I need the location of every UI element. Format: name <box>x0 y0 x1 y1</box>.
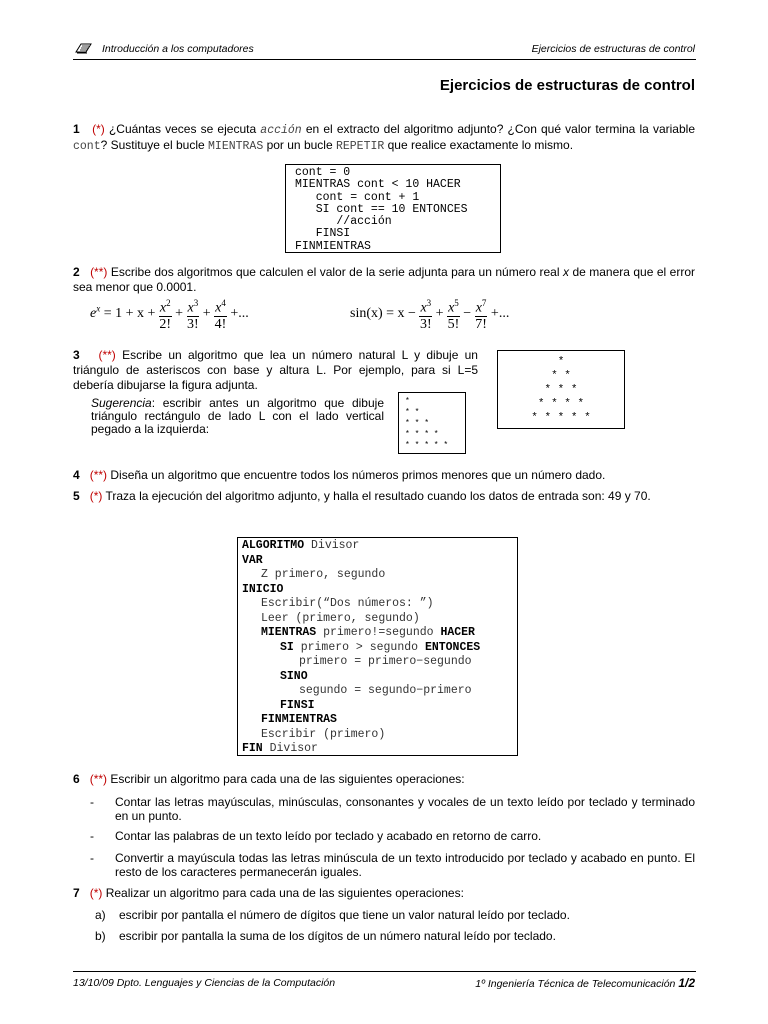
code-line: MIENTRAS primero!=segundo HACER <box>261 626 475 639</box>
star-row: * * * * <box>405 430 439 439</box>
code-line: Leer (primero, segundo) <box>261 611 420 625</box>
code-line: SI primero > segundo ENTONCES <box>280 640 481 654</box>
formula-exp: $e^x = 1 + x$ + $\frac{x^2}{2!}$ + $\frac{x^3}{3!}$ + $\frac{x^4}{4!}$ +... <box>90 298 249 332</box>
star-row: * * * * * <box>405 441 449 450</box>
iso-triangle-box <box>497 350 625 429</box>
header-right: Ejercicios de estructuras de control <box>531 43 695 55</box>
ex6-item: - Contar las letras mayúsculas, minúsculas, consonantes y vocales de un texto leído por teclado y terminado en un punto. <box>90 795 695 823</box>
code-line: ALGORITMO Divisor <box>242 539 360 552</box>
exercise-5: 5 (*) Traza la ejecución del algoritmo adjunto, y halla el resultado cuando los datos de entrada son: 49 y 70. <box>73 489 651 503</box>
formula-sin: sin(x) = x − $\frac{x^3}{3!}$ + $\frac{x^5}{5!}$ − $\frac{x^7}{7!}$ +... <box>350 298 510 332</box>
exercise-1: 1 (*) ¿Cuántas veces se ejecuta acción en el extracto del algoritmo adjunto? ¿Con qué valor termina la variable cont? Sustituye el bucle MIENTRAS por un bucle REPETIR que realice exactamente lo mismo. <box>73 122 695 153</box>
exercise-3: 3 (**) Escribe un algoritmo que lea un número natural L y dibuje un triángulo de asteriscos con base y altura L. Por ejemplo, para si L=5 debería dibujarse la figura adjunta. <box>73 348 478 392</box>
ex7-item: a) escribir por pantalla el número de dígitos que tiene un valor natural leído por teclado. <box>95 908 570 922</box>
header-rule <box>73 59 696 60</box>
code-box-1 <box>285 164 501 253</box>
code-line: MIENTRAS cont < 10 HACER <box>295 178 461 192</box>
code-line: FINMIENTRAS <box>295 239 371 253</box>
ex6-item: - Contar las palabras de un texto leído por teclado y acabado en retorno de carro. <box>90 829 542 843</box>
code-box-5 <box>237 537 518 756</box>
star-row: * * * <box>405 419 430 428</box>
code-line: Z primero, segundo <box>261 568 386 581</box>
star-row: * <box>557 356 565 368</box>
footer-left: 13/10/09 Dpto. Lenguajes y Ciencias de la Computación <box>73 977 336 989</box>
header-logo-icon <box>75 42 93 54</box>
code-line: FINMIENTRAS <box>261 713 337 726</box>
code-line: segundo = segundo−primero <box>299 684 472 697</box>
left-triangle-box <box>398 392 466 454</box>
star-row: * <box>405 397 410 406</box>
code-line: VAR <box>242 553 263 567</box>
exercise-7: 7 (*) Realizar un algoritmo para cada una de las siguientes operaciones: <box>73 886 464 900</box>
ex7-item: b) escribir por pantalla la suma de los dígitos de un número natural leído por teclado. <box>95 929 556 943</box>
page-title: Ejercicios de estructuras de control <box>439 77 695 94</box>
code-line: cont = cont + 1 <box>295 190 420 204</box>
code-line: Escribir(“Dos números: ”) <box>261 597 434 610</box>
star-row: * * * * * <box>531 412 591 424</box>
star-row: * * * <box>544 384 578 396</box>
exercise-3-suggestion: Sugerencia: escribir antes un algoritmo que dibuje triángulo rectángulo de lado L con el lado vertical pegado a la izquierda: <box>91 396 384 436</box>
code-line: cont = 0 <box>295 166 351 179</box>
exercise-2: 2 (**) Escribe dos algoritmos que calculen el valor de la serie adjunta para un número real x de manera que el error sea menor que 0.0001. <box>73 265 695 294</box>
code-line: Escribir (primero) <box>261 727 386 741</box>
code-line: FINSI <box>295 227 351 241</box>
code-line: //acción <box>295 215 392 229</box>
ex6-item: - Convertir a mayúscula todas las letras minúscula de un texto introducido por teclado y acabado en punto. El resto de los caracteres permanecerán iguales. <box>90 851 695 879</box>
code-line: FIN Divisor <box>242 742 318 755</box>
code-line: SINO <box>280 669 308 683</box>
header-left: Introducción a los computadores <box>102 43 254 55</box>
footer-rule <box>73 971 696 972</box>
star-row: * * <box>551 370 571 382</box>
star-row: * * <box>405 408 420 417</box>
code-line: FINSI <box>280 698 315 712</box>
exercise-6: 6 (**) Escribir un algoritmo para cada una de las siguientes operaciones: <box>73 772 465 786</box>
code-line: INICIO <box>242 582 284 596</box>
exercise-4: 4 (**) Diseña un algoritmo que encuentre todos los números primos menores que un número dado. <box>73 468 606 482</box>
code-line: primero = primero−segundo <box>299 655 472 668</box>
star-row: * * * * <box>537 398 585 410</box>
code-line: SI cont == 10 ENTONCES <box>295 202 468 216</box>
footer-right: 1º Ingeniería Técnica de Telecomunicación 1/2 <box>475 976 695 990</box>
